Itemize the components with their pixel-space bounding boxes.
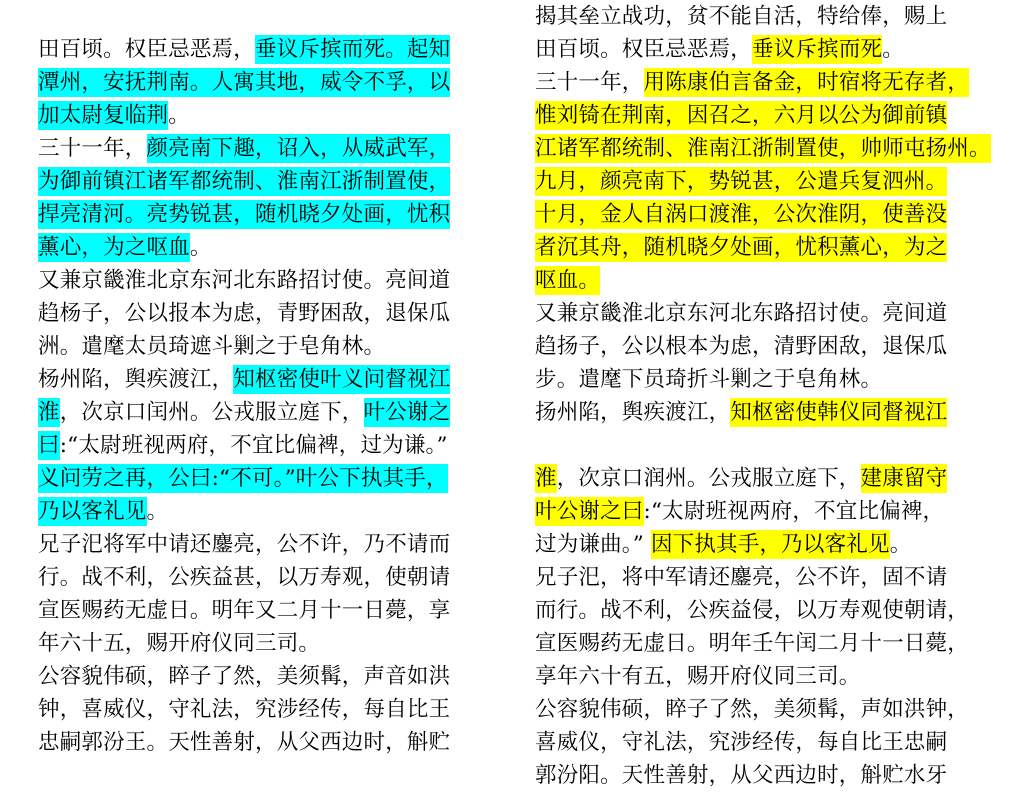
highlighted-text: 者沉其舟，随机晓夕处画，忧积薰心，为之 [535,235,948,260]
highlighted-text: 九月，颜亮南下，势锐甚，公遣兵复泗州。 [535,169,948,194]
text-line [38,165,493,198]
text-line [535,528,995,561]
text-segment: ，次京口润州。公戎服立庭下， [556,466,861,491]
text-segment: 公容貌伟硕，睟子了然，美须髯，声如洪钟， [535,697,970,722]
text-segment: 郭汾阳。天性善射，从父西边时，斛贮水牙 [535,763,948,788]
text-segment: 。 [168,103,190,128]
text-segment: 田百顷。权臣忌恶焉， [38,37,256,62]
text-line [38,66,493,99]
text-segment: 三十一年， [535,70,644,95]
text-line [535,198,995,231]
highlighted-text: 知枢密使叶义问督视江 [233,367,451,392]
text-line [38,726,493,759]
text-segment: 行。战不利，公疾益甚，以万寿观，使朝请 [38,565,451,590]
highlighted-text: 薰心，为之呕血 [38,235,190,260]
text-line [38,528,493,561]
highlighted-text: 捍亮清河。亮势锐甚，随机晓夕处画，忧积 [38,202,451,227]
text-line [535,429,995,462]
text-segment: ，次京口闰州。公戎服立庭下， [59,400,364,425]
text-line [535,330,995,363]
text-line [38,429,493,462]
text-segment: 兄子汜将军中请还鏖亮，公不许，乃不请而 [38,532,451,557]
text-line [535,495,995,528]
text-segment: 。 [889,532,912,557]
text-line [535,693,995,726]
text-segment: :“太尉班视两府，不宜比偏裨，过为谦。” [59,433,448,458]
highlighted-text: 建康留守 [860,466,948,491]
text-line [38,198,493,231]
text-line [535,264,995,297]
highlighted-text: 因下执其手，乃以客礼见 [650,532,890,557]
text-line [38,264,493,297]
text-segment: 趋杨子，公以报本为虑，青野困敌，退保瓜 [38,301,451,326]
text-line [535,231,995,264]
text-segment: 宣医赐药无虚日。明年壬午闰二月十一日薨， [535,631,970,656]
highlighted-text: 淮 [535,466,557,491]
highlighted-text: 为御前镇江诸军都统制、淮南江浙制置使， [38,169,451,194]
text-segment: 公容貌伟硕，睟子了然，美须髯，声音如洪 [38,664,451,689]
text-segment: 扬州陷，舆疾渡江， [535,400,731,425]
text-line [38,561,493,594]
text-line [535,66,995,99]
text-line [38,297,493,330]
text-line [38,33,493,66]
text-segment: :“太尉班视两府，不宜比偏裨， [643,499,945,524]
left-text-column [38,33,493,759]
text-line [535,396,995,429]
text-segment: 又兼京畿淮北京东河北东路招讨使。亮间道 [38,268,451,293]
highlighted-text: 淮 [38,400,60,425]
highlighted-text: 叶公谢之 [363,400,451,425]
text-line [38,462,493,495]
highlighted-text: 惟刘锜在荆南，因召之，六月以公为御前镇 [535,103,948,128]
right-text-column [535,0,995,792]
highlighted-text: 呕血。 [535,268,601,293]
text-line [535,297,995,330]
text-line [535,0,995,33]
highlighted-text: 潭州，安抚荆南。人寓其地，威令不孚，以 [38,70,451,95]
text-segment: 洲。遣麾太员琦遮斗剿之于皂角林。 [38,334,386,359]
text-segment: 兄子汜，将中军请还鏖亮，公不许，固不请 [535,565,948,590]
text-segment: 杨州陷，舆疾渡江， [38,367,234,392]
text-line [535,33,995,66]
highlighted-text: 加太尉复临荆 [38,103,169,128]
highlighted-text: 颜亮南下趣，诏入，从威武军， [146,136,451,161]
highlighted-text: 叶公谢之曰 [535,499,644,524]
text-line [535,759,995,792]
text-segment: 过为谦曲。” [535,532,651,557]
text-segment: 三十一年， [38,136,147,161]
text-segment: 钟，喜威仪，守礼法，究涉经传，每自比王 [38,697,451,722]
text-line [38,99,493,132]
text-line [535,363,995,396]
text-line [38,396,493,429]
text-segment: 而行。战不利，公疾益侵，以万寿观使朝请， [535,598,970,623]
text-line [38,132,493,165]
text-line [535,99,995,132]
text-line [38,627,493,660]
text-line [535,627,995,660]
text-line [535,165,995,198]
text-segment: 。 [189,235,212,260]
text-segment: 步。遣麾下员琦折斗剿之于皂角林。 [535,367,883,392]
text-segment: 趋扬子，公以根本为虑，清野困敌，退保瓜 [535,334,948,359]
highlighted-text: 义问劳之再，公曰:“不可。”叶公下执其手， [38,466,448,491]
text-segment: 。 [146,499,169,524]
text-segment: 揭其垒立战功，贫不能自活，特给俸，赐上 [535,4,948,29]
text-line [38,330,493,363]
text-line [38,495,493,528]
text-segment: 享年六十有五，赐开府仪同三司。 [535,664,861,689]
text-segment: 宣医赐药无虚日。明年又二月十一日薨，享 [38,598,451,623]
highlighted-text: 江诸军都统制、淮南江浙制置使，帅师屯扬州。 [535,136,991,161]
highlighted-text: 垂议斥摈而死 [752,37,883,62]
text-segment: 田百顷。权臣忌恶焉， [535,37,753,62]
highlighted-text: 乃以客礼见 [38,499,147,524]
text-line [38,660,493,693]
text-line [535,132,995,165]
text-segment: 又兼京畿淮北京东河北东路招讨使。亮间道 [535,301,948,326]
text-line [535,726,995,759]
highlighted-text: 用陈康伯言备金，时宿将无存者， [643,70,970,95]
text-line [535,594,995,627]
text-segment: 喜威仪，守礼法，究涉经传，每自比王忠嗣 [535,730,948,755]
highlighted-text: 曰 [38,433,60,458]
text-segment: 。 [882,37,904,62]
highlighted-text: 垂议斥摈而死。起知 [255,37,451,62]
highlighted-text: 知枢密使韩仪同督视江 [730,400,948,425]
text-line [535,561,995,594]
text-line [38,693,493,726]
text-segment: 年六十五，赐开府仪同三司。 [38,631,321,656]
highlighted-text: 十月，金人自涡口渡淮，公次淮阴，使善没 [535,202,948,227]
text-segment: 忠嗣郭汾王。天性善射，从父西边时，斛贮 [38,730,451,755]
text-line [38,231,493,264]
text-line [38,594,493,627]
text-line [535,660,995,693]
text-line [38,363,493,396]
text-line [535,462,995,495]
